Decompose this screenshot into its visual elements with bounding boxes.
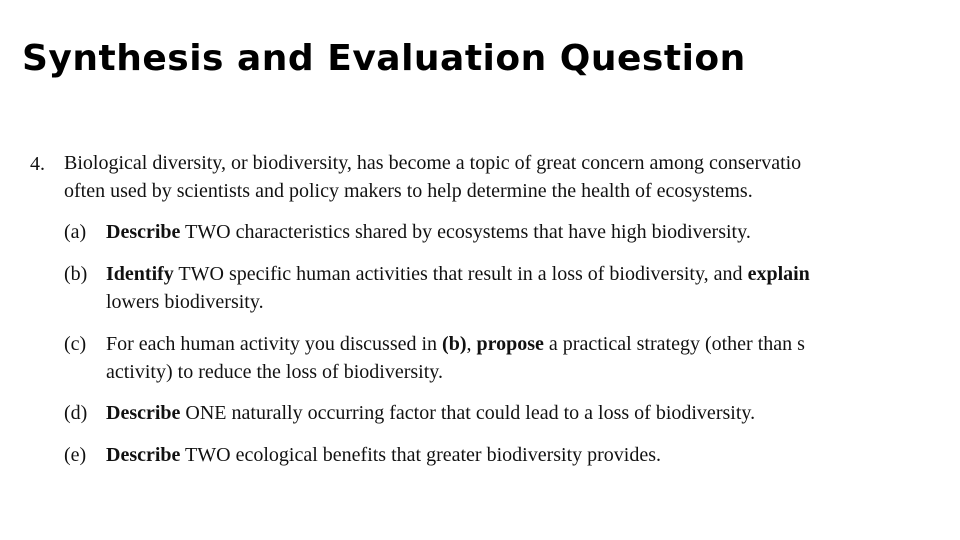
part-d-keyword: Describe — [106, 402, 181, 424]
part-b-keyword-2: explain — [747, 263, 810, 285]
part-d-letter: (d) — [64, 402, 88, 424]
part-c-keyword: propose — [476, 333, 544, 355]
part-b-letter: (b) — [64, 263, 88, 285]
question-intro-line-1: Biological diversity, or biodiversity, has become a topic of great concern among conservatio — [64, 152, 802, 174]
part-c-line-2: activity) to reduce the loss of biodiversity. — [106, 361, 443, 383]
part-c-line-1-mid: , — [466, 333, 477, 355]
question-number: 4. — [30, 153, 45, 175]
part-c-letter: (c) — [64, 333, 87, 355]
part-a-line-1: TWO characteristics shared by ecosystems that have high biodiversity. — [180, 221, 751, 243]
part-e-keyword: Describe — [106, 444, 181, 466]
part-a-text — [106, 222, 751, 242]
question-image — [30, 148, 960, 478]
part-a-keyword: Describe — [106, 221, 181, 243]
question-intro-line-2: often used by scientists and policy makers to help determine the health of ecosystems. — [64, 180, 753, 202]
part-c-line-1-pre: For each human activity you discussed in — [106, 333, 443, 355]
part-d-text — [106, 403, 755, 423]
part-b-keyword: Identify — [106, 263, 174, 285]
part-b-line-1: TWO specific human activities that result in a loss of biodiversity, and — [173, 263, 748, 285]
part-a-letter: (a) — [64, 221, 87, 243]
part-c-text — [106, 334, 805, 354]
part-c-ref: (b) — [442, 333, 467, 355]
part-e-line-1: TWO ecological benefits that greater biodiversity provides. — [180, 444, 662, 466]
part-c-line-1-post: a practical strategy (other than s — [543, 333, 805, 355]
part-d-line-1: ONE naturally occurring factor that could lead to a loss of biodiversity. — [180, 402, 756, 424]
part-b-line-2: lowers biodiversity. — [106, 291, 264, 313]
part-e-letter: (e) — [64, 444, 87, 466]
slide-title: Synthesis and Evaluation Question — [22, 38, 746, 79]
part-b-text — [106, 264, 810, 284]
part-e-text — [106, 445, 661, 465]
